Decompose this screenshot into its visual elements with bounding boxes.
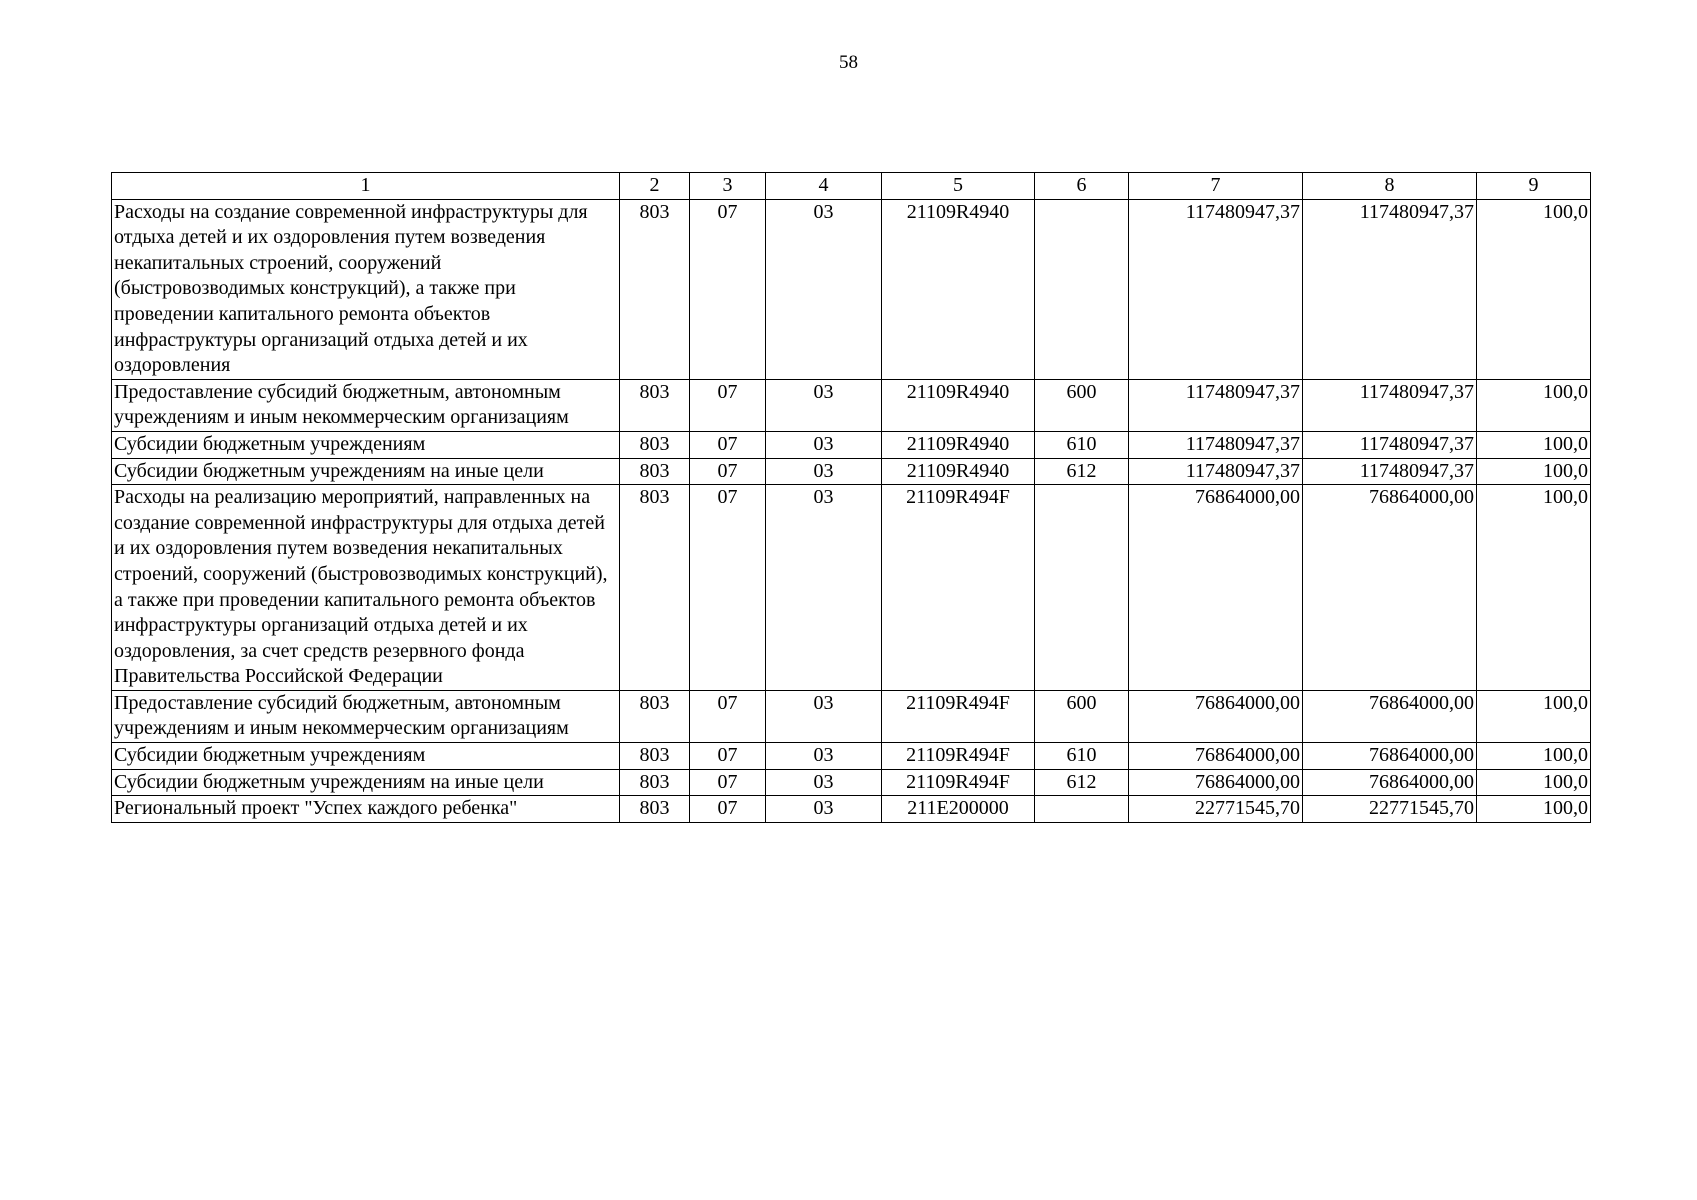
table-row [112,796,1591,823]
execution-percent: 100,0 [1477,485,1591,691]
table-row [112,431,1591,458]
expense-type: 600 [1035,690,1129,742]
row-name: Расходы на реализацию мероприятий, направленных на создание современной инфраструктуры для отдыха детей и их оздоровления путем возведения некапитальных строений, сооружений (быстровозводимых конструкций), а также при проведении капитального ремонта объектов инфраструктуры организаций отдыха детей и их оздоровления, за счет средств резервного фонда Правительства Российской Федерации [112,485,620,691]
executed-amount: 76864000,00 [1303,485,1477,691]
planned-amount: 22771545,70 [1129,796,1303,823]
subsection-code: 03 [766,769,882,796]
target-article: 21109R4940 [882,199,1035,379]
execution-percent: 100,0 [1477,458,1591,485]
section-code: 07 [690,199,766,379]
executed-amount: 76864000,00 [1303,690,1477,742]
subsection-code: 03 [766,796,882,823]
subsection-code: 03 [766,743,882,770]
planned-amount: 117480947,37 [1129,431,1303,458]
execution-percent: 100,0 [1477,379,1591,431]
expense-type [1035,199,1129,379]
column-header: 5 [882,173,1035,200]
column-header: 6 [1035,173,1129,200]
section-code: 07 [690,769,766,796]
target-article: 21109R4940 [882,379,1035,431]
subsection-code: 03 [766,199,882,379]
planned-amount: 76864000,00 [1129,690,1303,742]
table-row [112,485,1591,691]
table-row [112,199,1591,379]
expense-type: 610 [1035,431,1129,458]
row-name: Расходы на создание современной инфраструктуры для отдыха детей и их оздоровления путем возведения некапитальных строений, сооружений (быстровозводимых конструкций), а также при проведении капитального ремонта объектов инфраструктуры организаций отдыха детей и их оздоровления [112,199,620,379]
column-header: 7 [1129,173,1303,200]
expense-type: 600 [1035,379,1129,431]
column-header: 1 [112,173,620,200]
planned-amount: 117480947,37 [1129,458,1303,485]
ministry-code: 803 [620,743,690,770]
ministry-code: 803 [620,769,690,796]
ministry-code: 803 [620,431,690,458]
column-header: 9 [1477,173,1591,200]
executed-amount: 117480947,37 [1303,199,1477,379]
section-code: 07 [690,458,766,485]
planned-amount: 117480947,37 [1129,199,1303,379]
execution-percent: 100,0 [1477,199,1591,379]
column-header: 2 [620,173,690,200]
planned-amount: 76864000,00 [1129,485,1303,691]
subsection-code: 03 [766,690,882,742]
target-article: 21109R494F [882,485,1035,691]
section-code: 07 [690,379,766,431]
table-row [112,769,1591,796]
table-row [112,743,1591,770]
row-name: Субсидии бюджетным учреждениям на иные цели [112,458,620,485]
table-row [112,458,1591,485]
expense-type: 610 [1035,743,1129,770]
section-code: 07 [690,796,766,823]
target-article: 21109R494F [882,690,1035,742]
page-number: 58 [839,52,858,73]
execution-percent: 100,0 [1477,769,1591,796]
executed-amount: 22771545,70 [1303,796,1477,823]
row-name: Субсидии бюджетным учреждениям [112,743,620,770]
ministry-code: 803 [620,485,690,691]
expense-type: 612 [1035,769,1129,796]
header-row [112,173,1591,200]
target-article: 21109R4940 [882,431,1035,458]
subsection-code: 03 [766,431,882,458]
expense-type [1035,796,1129,823]
column-header: 8 [1303,173,1477,200]
section-code: 07 [690,743,766,770]
subsection-code: 03 [766,458,882,485]
ministry-code: 803 [620,690,690,742]
planned-amount: 76864000,00 [1129,743,1303,770]
executed-amount: 76864000,00 [1303,743,1477,770]
execution-percent: 100,0 [1477,743,1591,770]
row-name: Предоставление субсидий бюджетным, автономным учреждениям и иным некоммерческим организациям [112,379,620,431]
row-name: Региональный проект "Успех каждого ребенка" [112,796,620,823]
execution-percent: 100,0 [1477,431,1591,458]
execution-percent: 100,0 [1477,796,1591,823]
row-name: Субсидии бюджетным учреждениям на иные цели [112,769,620,796]
section-code: 07 [690,431,766,458]
subsection-code: 03 [766,485,882,691]
target-article: 21109R494F [882,743,1035,770]
executed-amount: 117480947,37 [1303,458,1477,485]
target-article: 21109R494F [882,769,1035,796]
target-article: 211E200000 [882,796,1035,823]
ministry-code: 803 [620,199,690,379]
executed-amount: 76864000,00 [1303,769,1477,796]
expense-type: 612 [1035,458,1129,485]
subsection-code: 03 [766,379,882,431]
budget-table [111,172,1591,823]
executed-amount: 117480947,37 [1303,379,1477,431]
row-name: Субсидии бюджетным учреждениям [112,431,620,458]
ministry-code: 803 [620,796,690,823]
column-header: 3 [690,173,766,200]
executed-amount: 117480947,37 [1303,431,1477,458]
expense-type [1035,485,1129,691]
table-row [112,379,1591,431]
column-header: 4 [766,173,882,200]
section-code: 07 [690,485,766,691]
row-name: Предоставление субсидий бюджетным, автономным учреждениям и иным некоммерческим организациям [112,690,620,742]
table-row [112,690,1591,742]
section-code: 07 [690,690,766,742]
ministry-code: 803 [620,379,690,431]
execution-percent: 100,0 [1477,690,1591,742]
target-article: 21109R4940 [882,458,1035,485]
ministry-code: 803 [620,458,690,485]
planned-amount: 76864000,00 [1129,769,1303,796]
planned-amount: 117480947,37 [1129,379,1303,431]
